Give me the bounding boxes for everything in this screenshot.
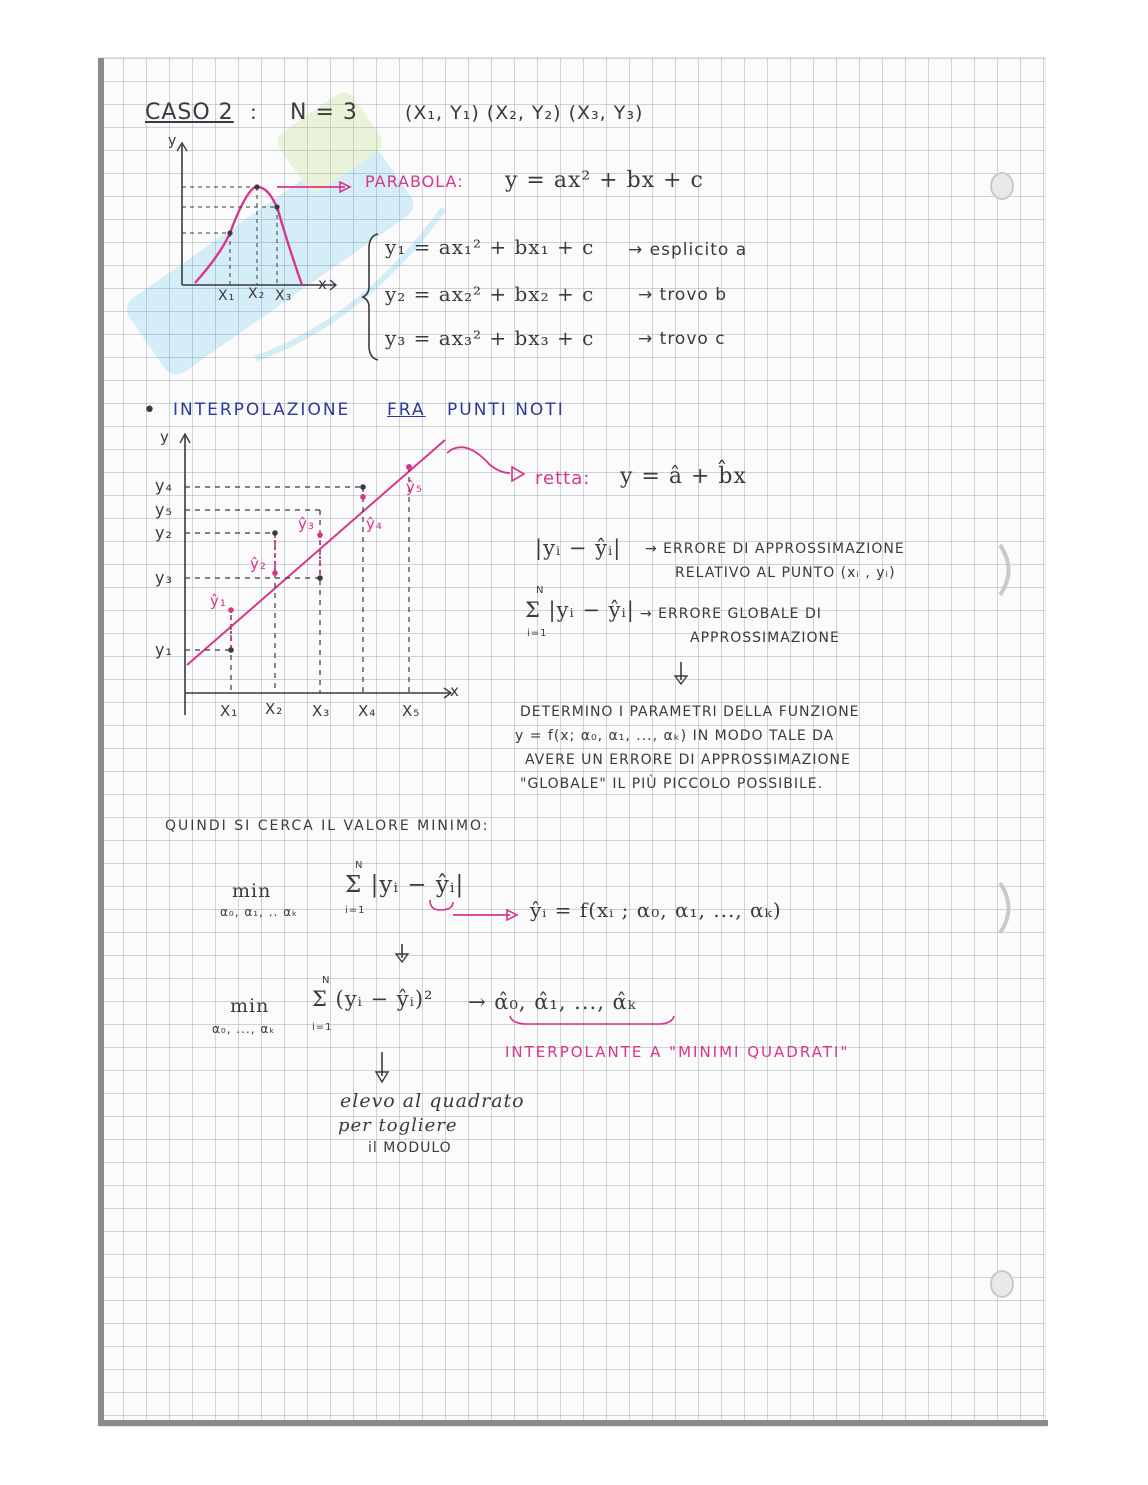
determino-line-1: DETERMINO I PARAMETRI DELLA FUNZIONE (520, 704, 860, 720)
section-title-interpolazione: INTERPOLAZIONE (173, 400, 351, 420)
y-hat-label: ŷ₃ (298, 515, 315, 533)
known-points: (X₁, Y₁) (X₂, Y₂) (X₃, Y₃) (405, 102, 644, 124)
sheet-left-edge (98, 58, 104, 1426)
min1-sum-top: N (355, 860, 364, 871)
sheet-bottom-edge (98, 1420, 1048, 1426)
line-graph-x-axis-label: x (450, 682, 460, 700)
x-tick-label: X₃ (312, 702, 331, 720)
global-sum-top: N (536, 585, 545, 596)
parabola-formula: y = ax² + bx + c (505, 168, 704, 193)
y-tick-label: y₅ (155, 500, 173, 519)
x-tick-label: X₂ (265, 700, 284, 718)
parabola-x2-label: X₂ (248, 286, 266, 302)
linear-interpolation-graph (165, 425, 465, 725)
interpolante-label: INTERPOLANTE A "MINIMI QUADRATI" (505, 1043, 850, 1061)
x-tick-label: X₅ (402, 702, 421, 720)
case-label: CASO 2 (145, 100, 234, 125)
retta-formula: y = â + b̂x (620, 464, 747, 489)
x-tick-label: X₁ (220, 702, 239, 720)
binder-hole-icon (990, 172, 1014, 200)
binder-clip-icon (995, 540, 1025, 600)
determino-line-4: "GLOBALE" IL PIÙ PICCOLO POSSIBILE. (520, 776, 824, 792)
min1-sum-bottom: i=1 (345, 905, 366, 916)
y-hat-label: ŷ₄ (366, 515, 383, 533)
min2-sub: α₀, ..., αₖ (212, 1022, 276, 1036)
min1-label: min (232, 880, 272, 902)
min1-sub: α₀, α₁, .. αₖ (220, 905, 299, 919)
min2-underbrace (508, 1014, 678, 1030)
global-error-desc-2: APPROSSIMAZIONE (690, 630, 840, 646)
global-sum-bottom: i=1 (527, 628, 548, 639)
system-brace-icon (362, 232, 382, 362)
min1-arrow (425, 900, 525, 930)
down-arrow-icon (671, 660, 691, 690)
min2-expr: Σ (yᵢ − ŷᵢ)² (312, 987, 434, 1011)
parabola-x3-label: X₃ (275, 288, 293, 304)
y-tick-label: y₁ (155, 640, 173, 659)
system-note-1: → esplicito a (628, 240, 748, 260)
section-bullet: • (143, 398, 157, 423)
system-eq-3: y₃ = ax₃² + bx₃ + c (385, 326, 595, 350)
y-hat-label: ŷ₅ (406, 478, 423, 496)
y-tick-label: y₂ (155, 523, 173, 542)
system-note-3: → trovo c (638, 329, 726, 349)
section-title-punti-noti: PUNTI NOTI (447, 400, 565, 420)
down-arrow-icon (392, 942, 412, 972)
global-error-expr: Σ |yᵢ − ŷᵢ| (525, 598, 635, 622)
determino-line-2: y = f(x; α₀, α₁, ..., αₖ) IN MODO TALE DA (515, 728, 835, 744)
quindi-sentence: QUINDI SI CERCA IL VALORE MINIMO: (165, 818, 490, 834)
system-eq-2: y₂ = ax₂² + bx₂ + c (385, 282, 595, 306)
parabola-curve (195, 187, 302, 285)
min1-expr: Σ |yᵢ − ŷᵢ| (345, 872, 465, 898)
binder-hole-icon (990, 1270, 1014, 1298)
parabola-y-axis-label: y (168, 133, 178, 149)
n-equals: N = 3 (290, 100, 358, 125)
y-tick-label: y₃ (155, 568, 173, 587)
min2-label: min (230, 995, 270, 1017)
down-arrow-icon (372, 1050, 392, 1090)
y-hat-label: ŷ₁ (210, 592, 227, 610)
local-error-expr: |yᵢ − ŷᵢ| (535, 536, 622, 560)
parabola-x1-label: X₁ (218, 288, 236, 304)
section-title-fra: FRA (387, 400, 426, 420)
fitted-line (187, 440, 445, 665)
min2-sum-top: N (322, 975, 331, 986)
retta-label: retta: (535, 468, 591, 489)
min1-result: ŷᵢ = f(xᵢ ; α₀, α₁, ..., αₖ) (530, 898, 782, 922)
y-hat-label: ŷ₂ (250, 555, 267, 573)
parabola-x-axis-label: x (318, 275, 328, 293)
note-line-1: elevo al quadrato (340, 1090, 525, 1112)
local-error-desc-1: → ERRORE DI APPROSSIMAZIONE (645, 541, 905, 557)
min2-result: → α̂₀, α̂₁, ..., α̂ₖ (468, 990, 637, 1014)
case-colon: : (250, 100, 258, 124)
local-error-desc-2: RELATIVO AL PUNTO (xᵢ , yᵢ) (675, 565, 896, 581)
global-error-desc-1: → ERRORE GLOBALE DI (640, 606, 822, 622)
determino-line-3: AVERE UN ERRORE DI APPROSSIMAZIONE (525, 752, 851, 768)
y-tick-label: y₄ (155, 476, 173, 495)
binder-clip-icon (995, 878, 1025, 938)
note-line-3: il MODULO (368, 1140, 452, 1156)
line-graph-y-axis-label: y (160, 428, 170, 446)
note-line-2: per togliere (338, 1115, 458, 1136)
x-tick-label: X₄ (358, 702, 377, 720)
system-note-2: → trovo b (638, 285, 727, 305)
min2-sum-bottom: i=1 (312, 1022, 333, 1033)
parabola-label: PARABOLA: (365, 172, 464, 191)
system-eq-1: y₁ = ax₁² + bx₁ + c (385, 235, 595, 259)
